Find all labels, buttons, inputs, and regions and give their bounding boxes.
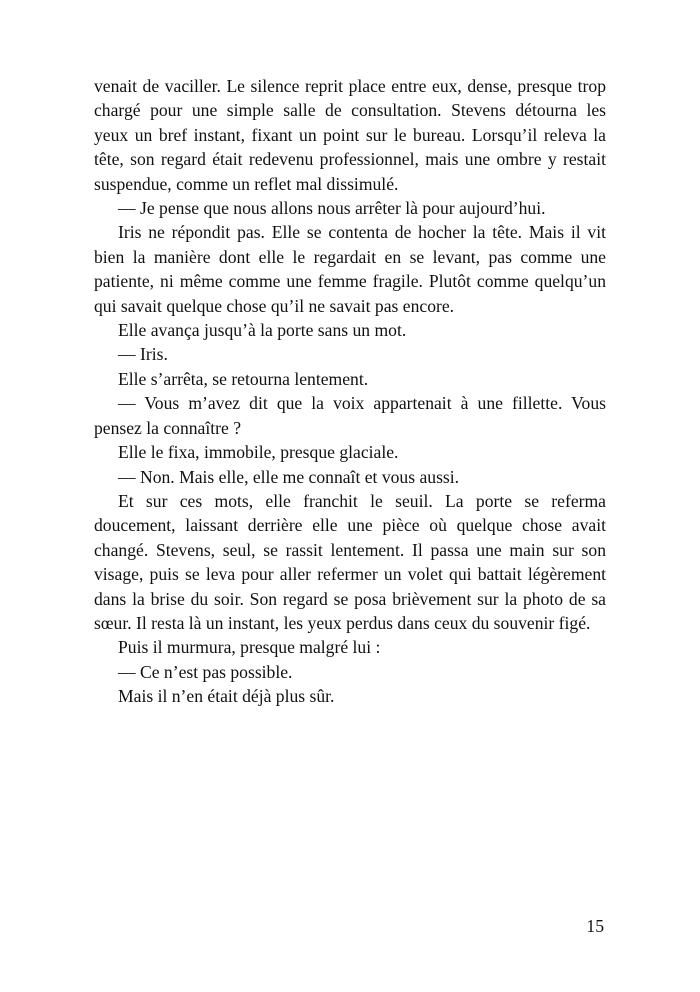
body-text: [94, 74, 606, 709]
page-number: 15: [586, 916, 604, 936]
text-line: Elle avança jusqu’à la porte sans un mot.: [118, 320, 407, 341]
text-line: — Vous m’avez dit que la voix appartenait à une fillette. Vous: [118, 393, 606, 414]
text-line: bien la manière dont elle le regardait en se levant, pas comme une: [94, 246, 606, 267]
text-line: visage, puis se leva pour aller refermer un volet qui battait légèrement: [94, 564, 606, 585]
text-line: dans la brise du soir. Son regard se posa brièvement sur la photo de sa: [94, 588, 606, 609]
text-line: Et sur ces mots, elle franchit le seuil. La porte se referma: [118, 490, 606, 511]
text-line: Mais il n’en était déjà plus sûr.: [118, 686, 335, 707]
text-line: venait de vaciller. Le silence reprit place entre eux, dense, presque trop: [94, 76, 606, 96]
text-line: yeux un bref instant, fixant un point sur le bureau. Lorsqu’il releva la: [94, 124, 606, 145]
text-line: suspendue, comme un reflet mal dissimulé.: [94, 173, 399, 194]
text-line: — Non. Mais elle, elle me connaît et vous aussi.: [118, 466, 460, 487]
text-line: changé. Stevens, seul, se rassit lentement. Il passa une main sur son: [94, 539, 606, 560]
text-line: Elle s’arrêta, se retourna lentement.: [118, 368, 369, 389]
text-line: — Ce n’est pas possible.: [118, 661, 293, 682]
text-line: tête, son regard était redevenu professionnel, mais une ombre y restait: [94, 149, 606, 170]
text-line: Elle le fixa, immobile, presque glaciale.: [118, 442, 399, 463]
text-line: — Je pense que nous allons nous arrêter là pour aujourd’hui.: [118, 198, 546, 219]
text-line: qui savait quelque chose qu’il ne savait pas encore.: [94, 295, 455, 316]
text-line: sœur. Il resta là un instant, les yeux perdus dans ceux du souvenir figé.: [94, 612, 591, 633]
text-line: — Iris.: [118, 344, 168, 365]
text-line: doucement, laissant derrière elle une pièce où quelque chose avait: [94, 515, 606, 536]
text-line: chargé pour une simple salle de consultation. Stevens détourna les: [94, 100, 606, 121]
text-line: pensez la connaître ?: [94, 417, 242, 438]
text-line: Puis il murmura, presque malgré lui :: [118, 637, 381, 658]
text-line: patiente, ni même comme une femme fragile. Plutôt comme quelqu’un: [94, 271, 606, 292]
text-line: Iris ne répondit pas. Elle se contenta de hocher la tête. Mais il vit: [118, 222, 606, 243]
